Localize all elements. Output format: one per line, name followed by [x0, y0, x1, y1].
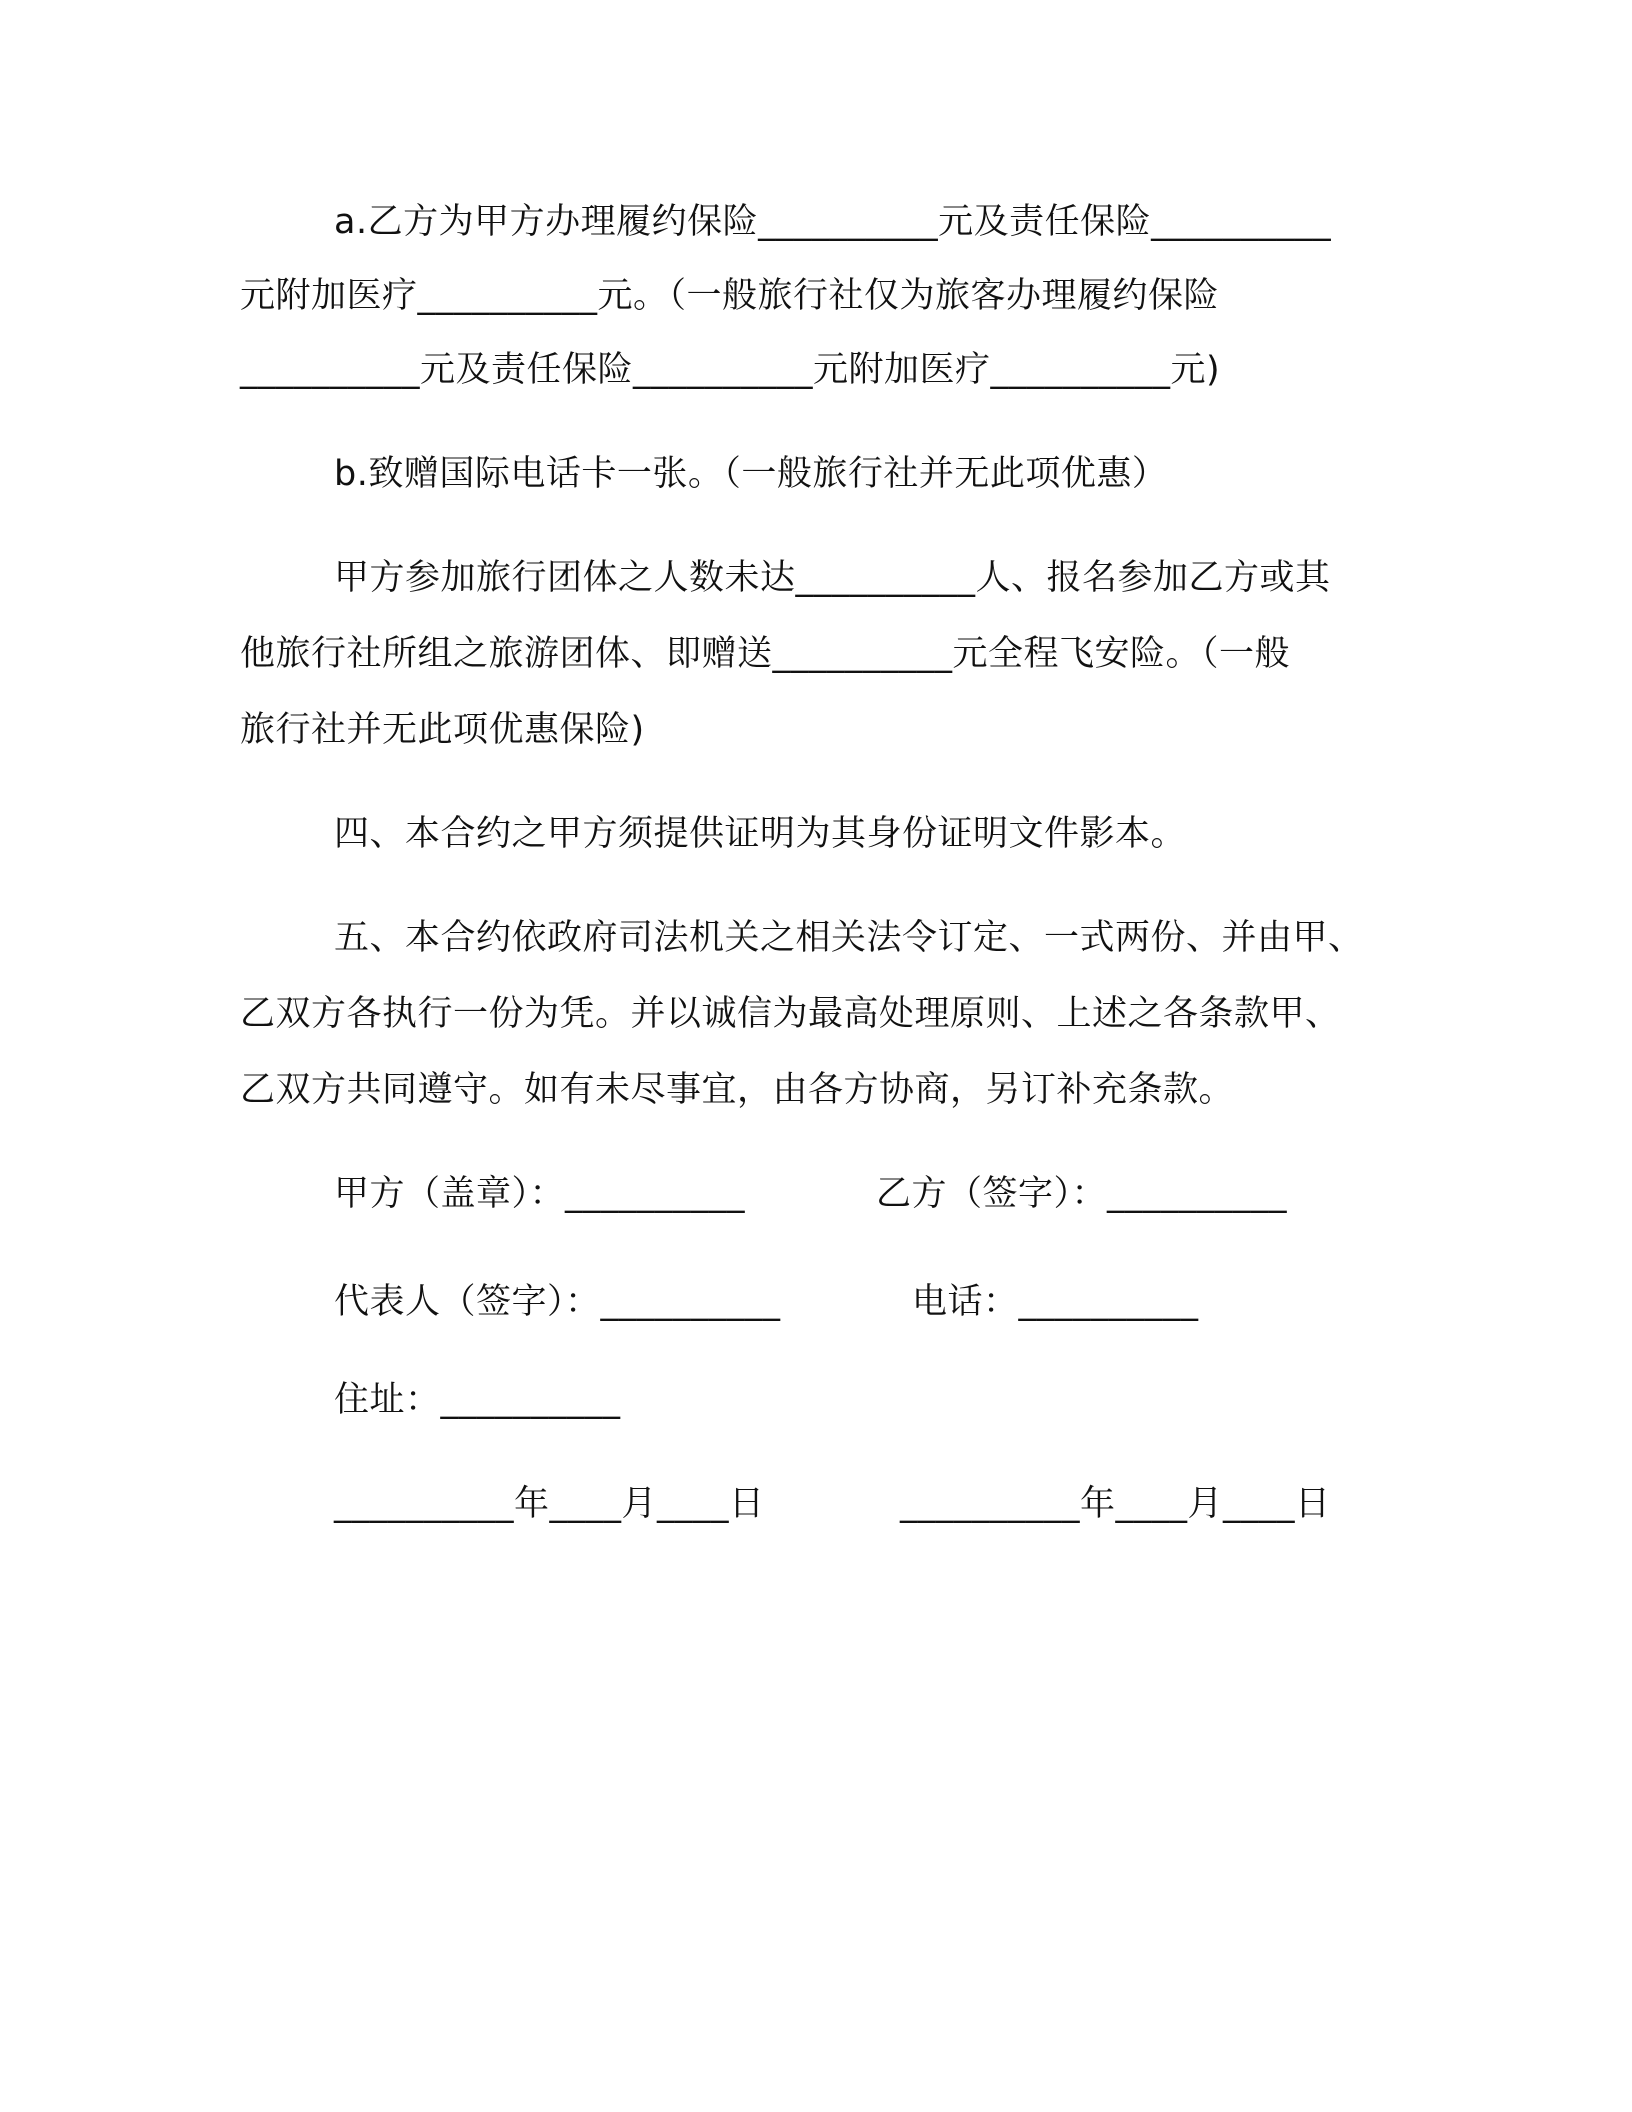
- representative-signature-field: 代表人（签字）：__________: [334, 1282, 781, 1322]
- clause-a-line-2: 元附加医疗__________元。（一般旅行社仅为旅客办理履约保险: [240, 276, 1220, 316]
- clause-a-line-1: a.乙方为甲方办理履约保险__________元及责任保险__________: [334, 202, 1332, 242]
- phone-field: 电话：__________: [912, 1282, 1199, 1322]
- clause-group-line-2: 他旅行社所组之旅游团体、即赠送__________元全程飞安险。（一般: [240, 634, 1291, 674]
- party-b-signature-field: 乙方（签字）：__________: [876, 1174, 1288, 1214]
- date-field-party-a: __________年____月____日: [334, 1484, 765, 1524]
- party-a-seal-field: 甲方（盖章）：__________: [334, 1174, 746, 1214]
- clause-group-line-3: 旅行社并无此项优惠保险): [240, 710, 645, 750]
- clause-b-line-1: b.致赠国际电话卡一张。（一般旅行社并无此项优惠）: [334, 454, 1168, 494]
- clause-5-line-2: 乙双方各执行一份为凭。并以诚信为最高处理原则、上述之各条款甲、: [240, 994, 1341, 1034]
- clause-group-line-1: 甲方参加旅行团体之人数未达__________人、报名参加乙方或其: [334, 558, 1331, 598]
- clause-a-line-3: __________元及责任保险__________元附加医疗__________元): [240, 350, 1221, 390]
- clause-5-line-3: 乙双方共同遵守。如有未尽事宜，由各方协商，另订补充条款。: [240, 1070, 1235, 1110]
- clause-5-line-1: 五、本合约依政府司法机关之相关法令订定、一式两份、并由甲、: [334, 918, 1364, 958]
- clause-4-line-1: 四、本合约之甲方须提供证明为其身份证明文件影本。: [334, 814, 1187, 854]
- date-field-party-b: __________年____月____日: [900, 1484, 1331, 1524]
- address-field: 住址：__________: [334, 1380, 621, 1420]
